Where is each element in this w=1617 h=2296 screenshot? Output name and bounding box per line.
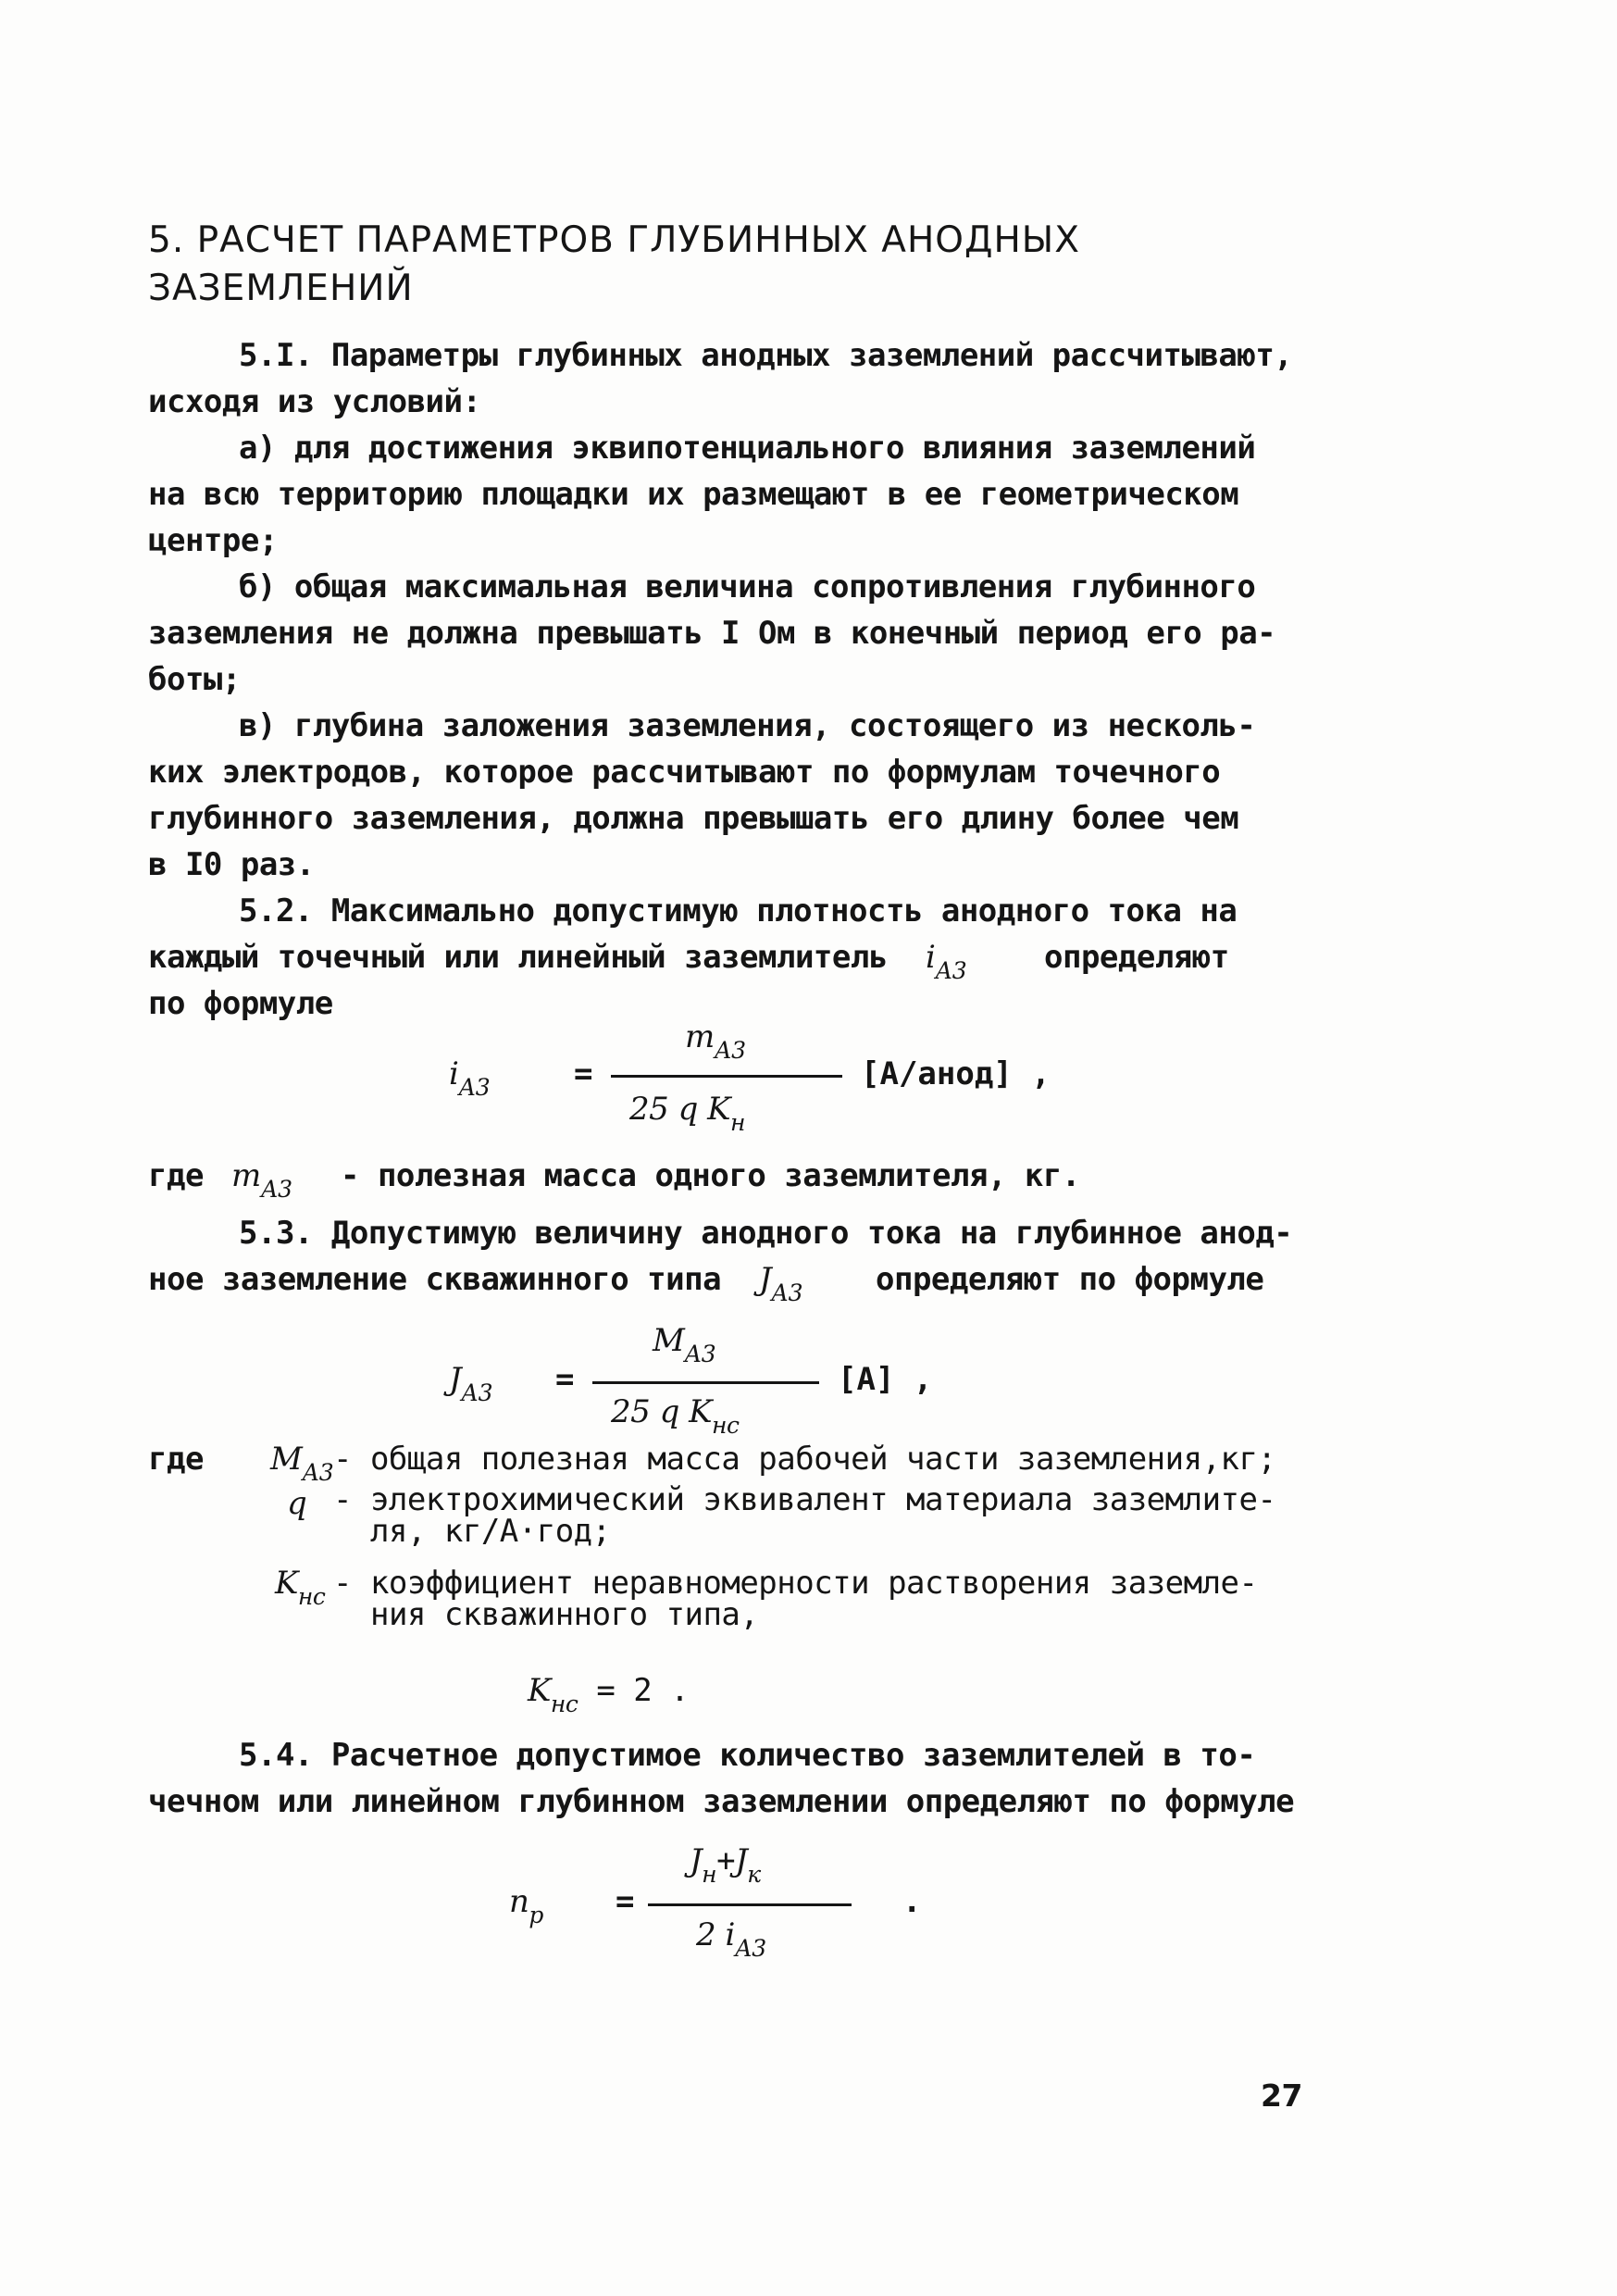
p53-line2b: определяют по формуле [876, 1261, 1264, 1298]
formula2-numerator: $M_{А3}$ [653, 1322, 716, 1367]
p53-def1-symbol: $M_{А3}$ [270, 1441, 334, 1486]
p51-item-c-line2: ких электродов, которое рассчитывают по формулам точечного [148, 754, 1221, 791]
p53-line2a: ное заземление скважинного типа [148, 1261, 722, 1298]
p52-inline-symbol: $i_{А3}$ [926, 939, 967, 984]
formula1-lhs: $i_{А3}$ [449, 1055, 491, 1101]
formula1-equals: = [574, 1055, 592, 1092]
formula3-equals: = [616, 1883, 634, 1920]
p54-line1: 5.4. Расчетное допустимое количество заземлителей в то- [239, 1737, 1256, 1774]
p52-where-text: - полезная масса одного заземлителя, кг. [341, 1157, 1080, 1194]
section-heading-line2: ЗАЗЕМЛЕНИЙ [148, 268, 414, 309]
formula3-lhs: $n_р$ [509, 1883, 543, 1928]
p51-item-c-line3: глубинного заземления, должна превышать его длину более чем [148, 800, 1239, 837]
p53-inline-symbol: $J_{А3}$ [759, 1261, 802, 1306]
p53-def3-text2: ния скважинного типа, [370, 1596, 759, 1633]
p53-def3-text1: - коэффициент неравномерности растворения заземле- [333, 1565, 1258, 1602]
p51-item-c-line1: в) глубина заложения заземления, состоящего из несколь- [239, 707, 1256, 744]
page-number: 27 [1261, 2078, 1302, 2114]
p53-where-label: где [148, 1441, 204, 1478]
p53-def1-text: - общая полезная масса рабочей части заземления,кг; [333, 1441, 1276, 1478]
p52-line3: по формуле [148, 985, 333, 1022]
p51-line2: исходя из условий: [148, 383, 481, 420]
p52-line2a: каждый точечный или линейный заземлитель [148, 939, 888, 976]
formula1-denominator: 25 q $K_н$ [629, 1091, 746, 1136]
formula1-numerator: $m_{А3}$ [685, 1018, 746, 1064]
formula3-numerator: $J_н+J_к$ [690, 1842, 761, 1888]
p51-item-a-line3: центре; [148, 522, 278, 559]
p54-line2: чечном или линейном глубинном заземлении определяют по формуле [148, 1783, 1295, 1820]
p52-where-label: где [148, 1157, 204, 1194]
formula2-fraction-bar [592, 1381, 819, 1384]
formula2-unit: [А] , [838, 1361, 933, 1398]
formula3-denominator: 2 $i_{А3}$ [696, 1916, 766, 1962]
formula2-denominator: 25 q $K_{нс}$ [611, 1393, 740, 1439]
p51-item-b-line2: заземления не должна превышать I Ом в конечный период его ра- [148, 615, 1276, 652]
p53-def3-symbol: $K_{нс}$ [275, 1565, 326, 1610]
p53-def2-text2: ля, кг/А·год; [370, 1513, 611, 1550]
p51-item-a-line1: а) для достижения эквипотенциального влияния заземлений [239, 430, 1256, 467]
section-heading-line1: 5. РАСЧЕТ ПАРАМЕТРОВ ГЛУБИННЫХ АНОДНЫХ [148, 219, 1080, 261]
p53-def2-symbol: q [287, 1485, 307, 1522]
p51-line1: 5.I. Параметры глубинных анодных заземлений рассчитывают, [239, 337, 1293, 374]
p52-line2b: определяют [1044, 939, 1229, 976]
p51-item-b-line3: боты; [148, 661, 241, 698]
p52-line1: 5.2. Максимально допустимую плотность анодного тока на [239, 892, 1238, 930]
p53-knc-equation: $K_{нс} = 2$ . [528, 1672, 690, 1717]
formula3-period: . [902, 1883, 921, 1920]
formula1-fraction-bar [611, 1075, 842, 1078]
formula2-equals: = [555, 1361, 574, 1398]
p52-where-symbol: $m_{А3}$ [231, 1157, 292, 1203]
p51-item-a-line2: на всю территорию площадки их размещают в ее геометрическом [148, 476, 1239, 513]
p51-item-c-line4: в I0 раз. [148, 846, 315, 883]
p53-def2-text1: - электрохимический эквивалент материала заземлите- [333, 1481, 1276, 1518]
p51-item-b-line1: б) общая максимальная величина сопротивления глубинного [239, 568, 1256, 605]
formula3-fraction-bar [648, 1903, 852, 1906]
formula1-unit: [А/анод] , [861, 1055, 1051, 1092]
p53-line1: 5.3. Допустимую величину анодного тока на глубинное анод- [239, 1215, 1293, 1252]
formula2-lhs: $J_{А3}$ [449, 1361, 492, 1406]
